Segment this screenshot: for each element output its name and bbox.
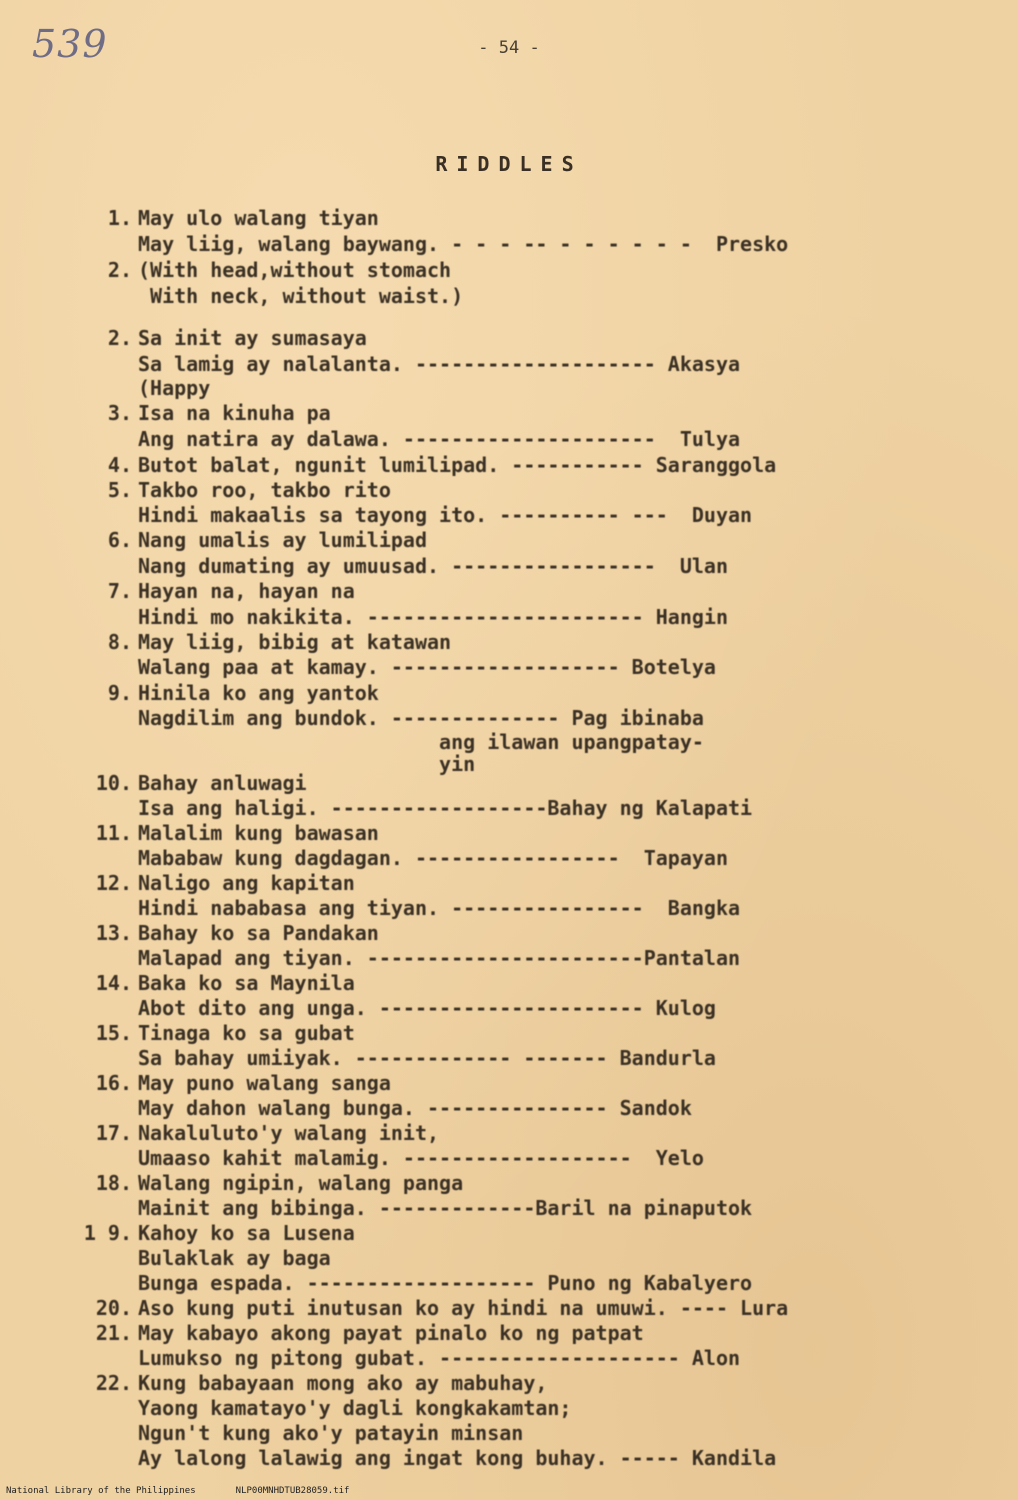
riddle-number: 8. <box>107 630 132 654</box>
riddle-number: 1. <box>107 206 132 230</box>
riddle-text: Nang dumating ay umuusad. ----------------- Ulan <box>138 554 729 578</box>
riddle-text: Tinaga ko sa gubat <box>138 1021 355 1045</box>
riddle-text: Baka ko sa Maynila <box>138 971 355 995</box>
scan-footer <box>6 1486 349 1496</box>
riddle-number: 5. <box>107 478 132 502</box>
riddle-text: With neck, without waist.) <box>138 284 464 308</box>
footer-file-code: NLP00MNHDTUB28059.tif <box>235 1486 350 1496</box>
riddle-text: Sa init ay sumasaya <box>138 326 367 350</box>
riddle-text: May liig, bibig at katawan <box>138 630 452 654</box>
riddle-number: 1 9. <box>83 1221 132 1245</box>
riddle-text: Abot dito ang unga. ---------------------- Kulog <box>138 996 716 1020</box>
riddle-number: 2. <box>107 258 132 282</box>
riddle-text: Aso kung puti inutusan ko ay hindi na umuwi. ---- Lura <box>138 1296 789 1320</box>
riddle-text: Walang ngipin, walang panga <box>138 1171 464 1195</box>
riddle-text: Ay lalong lalawig ang ingat kong buhay. ----- Kandila <box>138 1446 777 1470</box>
page-title: RIDDLES <box>435 152 583 176</box>
riddle-number: 17. <box>95 1121 132 1145</box>
riddle-text: May ulo walang tiyan <box>138 206 379 230</box>
riddle-text: yin <box>138 752 476 776</box>
riddle-number: 12. <box>95 871 132 895</box>
riddle-text: Kahoy ko sa Lusena <box>138 1221 355 1245</box>
riddle-text: Isa na kinuha pa <box>138 401 331 425</box>
riddle-number: 22. <box>95 1371 132 1395</box>
riddle-text: (Happy <box>138 376 211 400</box>
riddle-number: 9. <box>107 681 132 705</box>
riddle-text: Hinila ko ang yantok <box>138 681 379 705</box>
riddle-text: Nakaluluto'y walang init, <box>138 1121 440 1145</box>
riddle-number: 15. <box>95 1021 132 1045</box>
riddle-text: May kabayo akong payat pinalo ko ng patpat <box>138 1321 644 1345</box>
riddle-text: Takbo roo, takbo rito <box>138 478 391 502</box>
riddle-number: 16. <box>95 1071 132 1095</box>
riddle-number: 2. <box>107 326 132 350</box>
riddle-text: Mainit ang bibinga. -------------Baril na pinaputok <box>138 1196 753 1220</box>
riddle-text: Malalim kung bawasan <box>138 821 379 845</box>
riddle-number: 13. <box>95 921 132 945</box>
riddle-text: Hindi nababasa ang tiyan. ---------------- Bangka <box>138 896 741 920</box>
riddle-text: Bahay anluwagi <box>138 771 307 795</box>
riddle-text: Butot balat, ngunit lumilipad. ----------- Saranggola <box>138 453 777 477</box>
riddle-text: Naligo ang kapitan <box>138 871 355 895</box>
riddle-text: Hayan na, hayan na <box>138 579 355 603</box>
riddle-text: Isa ang haligi. ------------------Bahay ng Kalapati <box>138 796 753 820</box>
riddle-number: 18. <box>95 1171 132 1195</box>
riddle-text: Sa bahay umiiyak. ------------- ------- Bandurla <box>138 1046 716 1070</box>
riddle-text: Nagdilim ang bundok. -------------- Pag ibinaba <box>138 706 704 730</box>
riddle-text: Hindi mo nakikita. ----------------------- Hangin <box>138 605 729 629</box>
footer-library: National Library of the Philippines <box>6 1486 196 1496</box>
riddle-text: May liig, walang baywang. - - - -- - - - - - - Presko <box>138 232 789 256</box>
riddle-text: ang ilawan upangpatay- <box>138 730 704 754</box>
riddle-text: Bahay ko sa Pandakan <box>138 921 379 945</box>
riddle-text: (With head,without stomach <box>138 258 452 282</box>
riddle-text: May dahon walang bunga. --------------- Sandok <box>138 1096 692 1120</box>
riddle-text: Lumukso ng pitong gubat. -------------------- Alon <box>138 1346 741 1370</box>
riddle-number: 6. <box>107 528 132 552</box>
riddle-number: 4. <box>107 453 132 477</box>
riddle-number: 7. <box>107 579 132 603</box>
handwritten-page-stamp: 539 <box>32 22 108 66</box>
riddle-number: 21. <box>95 1321 132 1345</box>
riddle-number: 3. <box>107 401 132 425</box>
riddle-number: 20. <box>95 1296 132 1320</box>
riddle-text: Walang paa at kamay. ------------------- Botelya <box>138 655 716 679</box>
riddle-number: 11. <box>95 821 132 845</box>
riddle-text: Mababaw kung dagdagan. ----------------- Tapayan <box>138 846 729 870</box>
riddle-text: Ngun't kung ako'y patayin minsan <box>138 1421 524 1445</box>
page-number: - 54 - <box>478 38 540 58</box>
riddle-text: Sa lamig ay nalalanta. -------------------- Akasya <box>138 352 741 376</box>
riddle-number: 10. <box>95 771 132 795</box>
riddle-text: Malapad ang tiyan. -----------------------Pantalan <box>138 946 741 970</box>
riddle-text: Hindi makaalis sa tayong ito. ---------- --- Duyan <box>138 503 753 527</box>
riddle-text: May puno walang sanga <box>138 1071 391 1095</box>
riddle-number: 14. <box>95 971 132 995</box>
riddle-text: Kung babayaan mong ako ay mabuhay, <box>138 1371 548 1395</box>
riddle-text: Yaong kamatayo'y dagli kongkakamtan; <box>138 1396 572 1420</box>
riddle-text: Bunga espada. ------------------- Puno ng Kabalyero <box>138 1271 753 1295</box>
riddle-text: Umaaso kahit malamig. ------------------- Yelo <box>138 1146 704 1170</box>
riddle-text: Ang natira ay dalawa. --------------------- Tulya <box>138 427 741 451</box>
riddle-text: Bulaklak ay baga <box>138 1246 331 1270</box>
riddle-text: Nang umalis ay lumilipad <box>138 528 427 552</box>
